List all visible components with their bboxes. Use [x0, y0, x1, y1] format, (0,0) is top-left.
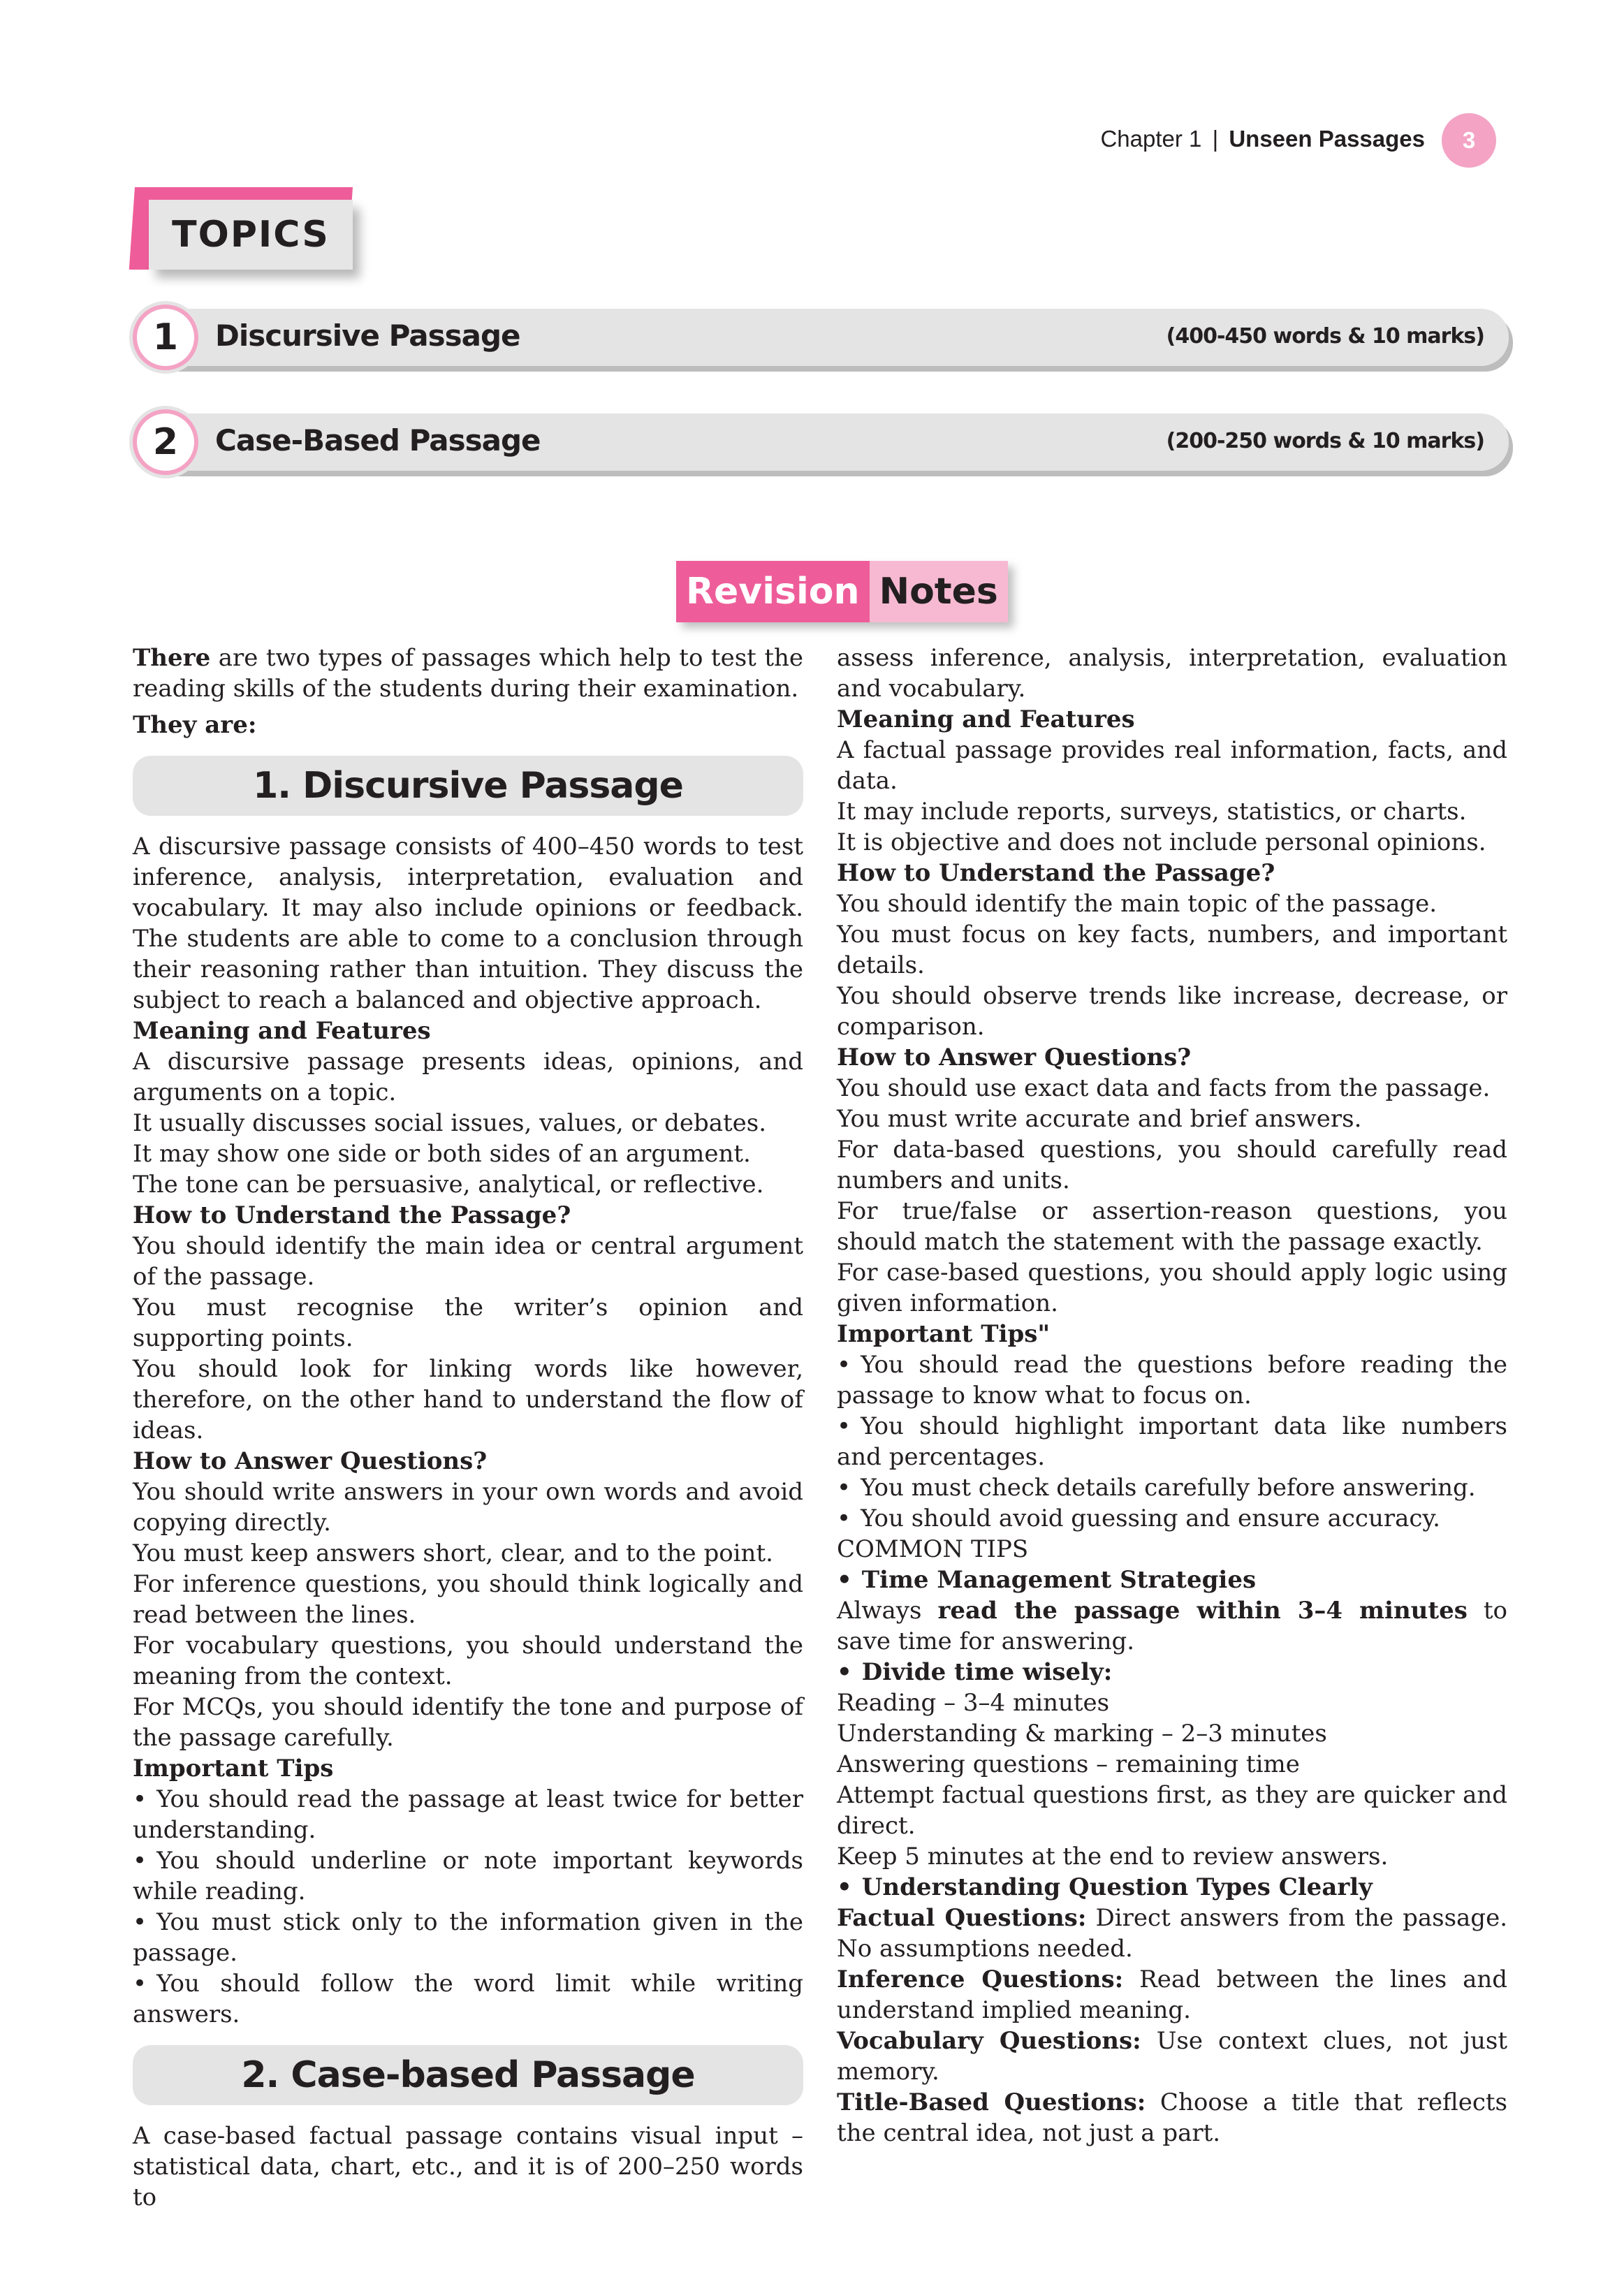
- list-item: It is objective and does not include personal opinions.: [837, 828, 1486, 856]
- list-item: Reading – 3–4 minutes: [837, 1689, 1110, 1717]
- page-number: 3: [1442, 113, 1496, 168]
- section1-paragraph: A discursive passage consists of 400–450 words to test inference, analysis, interpretation, evaluation and vocabulary. It may also include opinions or feedback. The students are able to come to a conclusion through their reasoning rather than intuition. They discuss the subject to reach a balanced and objective approach.: [133, 833, 803, 1014]
- bullet-item: • You should avoid guessing and ensure accuracy.: [837, 1503, 1507, 1534]
- list-item: A discursive passage presents ideas, opinions, and arguments on a topic.: [133, 1048, 803, 1106]
- meaning-heading: Meaning and Features: [837, 705, 1135, 733]
- list-item: The tone can be persuasive, analytical, or reflective.: [133, 1171, 764, 1199]
- topic-meta: (200-250 words & 10 marks): [1166, 429, 1484, 453]
- list-item: Keep 5 minutes at the end to review answers.: [837, 1843, 1389, 1871]
- notes-label: Notes: [870, 561, 1008, 622]
- list-item: You must write accurate and brief answers.: [837, 1105, 1362, 1133]
- bullet-item: • You should follow the word limit while writing answers.: [133, 1968, 803, 2030]
- question-type-text: Direct answers from the passage. No assumptions needed.: [837, 1904, 1507, 1963]
- answer-heading: How to Answer Questions?: [133, 1447, 488, 1475]
- question-type-item: [837, 2026, 1507, 2087]
- topic-item-1: [133, 309, 1512, 372]
- list-item: For vocabulary questions, you should understand the meaning from the context.: [133, 1632, 803, 1690]
- list-item: It usually discusses social issues, values, or debates.: [133, 1109, 767, 1137]
- bullet-item: • You should read the questions before reading the passage to know what to focus on.: [837, 1349, 1507, 1411]
- topics-badge: [135, 187, 353, 270]
- topic-number: 2: [133, 409, 198, 475]
- bullet-item: • You should read the passage at least twice for better understanding.: [133, 1784, 803, 1845]
- always-post: to save time for answering.: [837, 1597, 1508, 1655]
- list-item: You should identify the main idea or central argument of the passage.: [133, 1232, 803, 1291]
- topics-badge-label: TOPICS: [149, 200, 353, 270]
- section-heading-case-based: 2. Case-based Passage: [133, 2045, 803, 2105]
- list-item: For MCQs, you should identify the tone and purpose of the passage carefully.: [133, 1693, 803, 1752]
- understand-heading: How to Understand the Passage?: [133, 1201, 571, 1229]
- chapter-title: Unseen Passages: [1229, 126, 1425, 152]
- always-pre: Always: [837, 1597, 938, 1625]
- header-separator: |: [1212, 126, 1219, 152]
- bullet-item: • You must stick only to the information given in the passage.: [133, 1907, 803, 1968]
- list-item: You should observe trends like increase, decrease, or comparison.: [837, 982, 1507, 1041]
- topic-title: Case-Based Passage: [215, 423, 541, 457]
- continued-paragraph: assess inference, analysis, interpretation, evaluation and vocabulary.: [837, 644, 1507, 703]
- topic-number: 1: [133, 305, 198, 370]
- bullet-item: • You should highlight important data like numbers and percentages.: [837, 1411, 1507, 1472]
- question-type-label: Inference Questions:: [837, 1965, 1124, 1993]
- question-types-heading: • Understanding Question Types Clearly: [837, 1872, 1507, 1903]
- list-item: It may include reports, surveys, statistics, or charts.: [837, 798, 1467, 826]
- time-management-heading: • Time Management Strategies: [837, 1565, 1507, 1595]
- they-are-label: They are:: [133, 711, 257, 739]
- intro-bold: There: [133, 644, 211, 672]
- list-item: For inference questions, you should think logically and read between the lines.: [133, 1570, 803, 1629]
- section2-paragraph: A case-based factual passage contains visual input – statistical data, chart, etc., and it is of 200–250 words to: [133, 2122, 803, 2211]
- always-bold: read the passage within 3–4 minutes: [937, 1597, 1468, 1625]
- list-item: You should write answers in your own words and avoid copying directly.: [133, 1478, 803, 1537]
- common-tips-heading: COMMON TIPS: [837, 1535, 1029, 1563]
- question-type-label: Vocabulary Questions:: [837, 2027, 1141, 2055]
- question-type-text: Read between the lines and understand implied meaning.: [837, 1965, 1507, 2024]
- topic-title: Discursive Passage: [215, 319, 520, 353]
- list-item: For case-based questions, you should apply logic using given information.: [837, 1259, 1507, 1317]
- intro-text: are two types of passages which help to test the reading skills of the students during their examination.: [133, 644, 803, 703]
- list-item: Understanding & marking – 2–3 minutes: [837, 1720, 1327, 1748]
- topic-item-2: [133, 413, 1512, 476]
- bullet-item: • You should underline or note important keywords while reading.: [133, 1845, 803, 1907]
- list-item: You should identify the main topic of the passage.: [837, 890, 1438, 918]
- question-type-label: Factual Questions:: [837, 1904, 1087, 1932]
- list-item: You should look for linking words like however, therefore, on the other hand to understand the flow of ideas.: [133, 1355, 803, 1444]
- divide-time-heading: • Divide time wisely:: [837, 1657, 1507, 1688]
- list-item: For true/false or assertion-reason questions, you should match the statement with the passage exactly.: [837, 1197, 1507, 1256]
- topic-meta: (400-450 words & 10 marks): [1166, 324, 1484, 349]
- revision-label: Revision: [676, 561, 870, 622]
- list-item: You must recognise the writer’s opinion and supporting points.: [133, 1294, 803, 1352]
- question-type-text: Use context clues, not just memory.: [837, 2027, 1507, 2086]
- running-header: [978, 126, 1425, 152]
- list-item: Answering questions – remaining time: [837, 1750, 1300, 1778]
- right-column: [837, 643, 1507, 2148]
- left-column: [133, 643, 803, 2213]
- list-item: Attempt factual questions first, as they are quicker and direct.: [837, 1781, 1507, 1840]
- chapter-label: Chapter 1: [1100, 126, 1202, 152]
- list-item: For data-based questions, you should carefully read numbers and units.: [837, 1136, 1507, 1194]
- section-heading-discursive: 1. Discursive Passage: [133, 756, 803, 816]
- list-item: A factual passage provides real information, facts, and data.: [837, 736, 1507, 795]
- list-item: You should use exact data and facts from the passage.: [837, 1074, 1491, 1102]
- understand-heading: How to Understand the Passage?: [837, 859, 1275, 887]
- always-paragraph: [837, 1595, 1507, 1657]
- meaning-heading: Meaning and Features: [133, 1017, 431, 1045]
- tips-heading: Important Tips": [837, 1320, 1051, 1348]
- tips-heading: Important Tips: [133, 1755, 334, 1782]
- intro-paragraph: [133, 643, 803, 704]
- list-item: You must focus on key facts, numbers, and important details.: [837, 921, 1507, 979]
- list-item: It may show one side or both sides of an argument.: [133, 1140, 751, 1168]
- revision-notes-heading: [676, 561, 1008, 622]
- question-type-label: Title-Based Questions:: [837, 2088, 1146, 2116]
- list-item: You must keep answers short, clear, and to the point.: [133, 1539, 773, 1567]
- question-type-item: [837, 1964, 1507, 2026]
- question-type-text: Choose a title that reflects the central idea, not just a part.: [837, 2088, 1507, 2147]
- question-type-item: [837, 1903, 1507, 1964]
- bullet-item: • You must check details carefully before answering.: [837, 1472, 1507, 1503]
- question-type-item: [837, 2087, 1507, 2148]
- answer-heading: How to Answer Questions?: [837, 1044, 1192, 1071]
